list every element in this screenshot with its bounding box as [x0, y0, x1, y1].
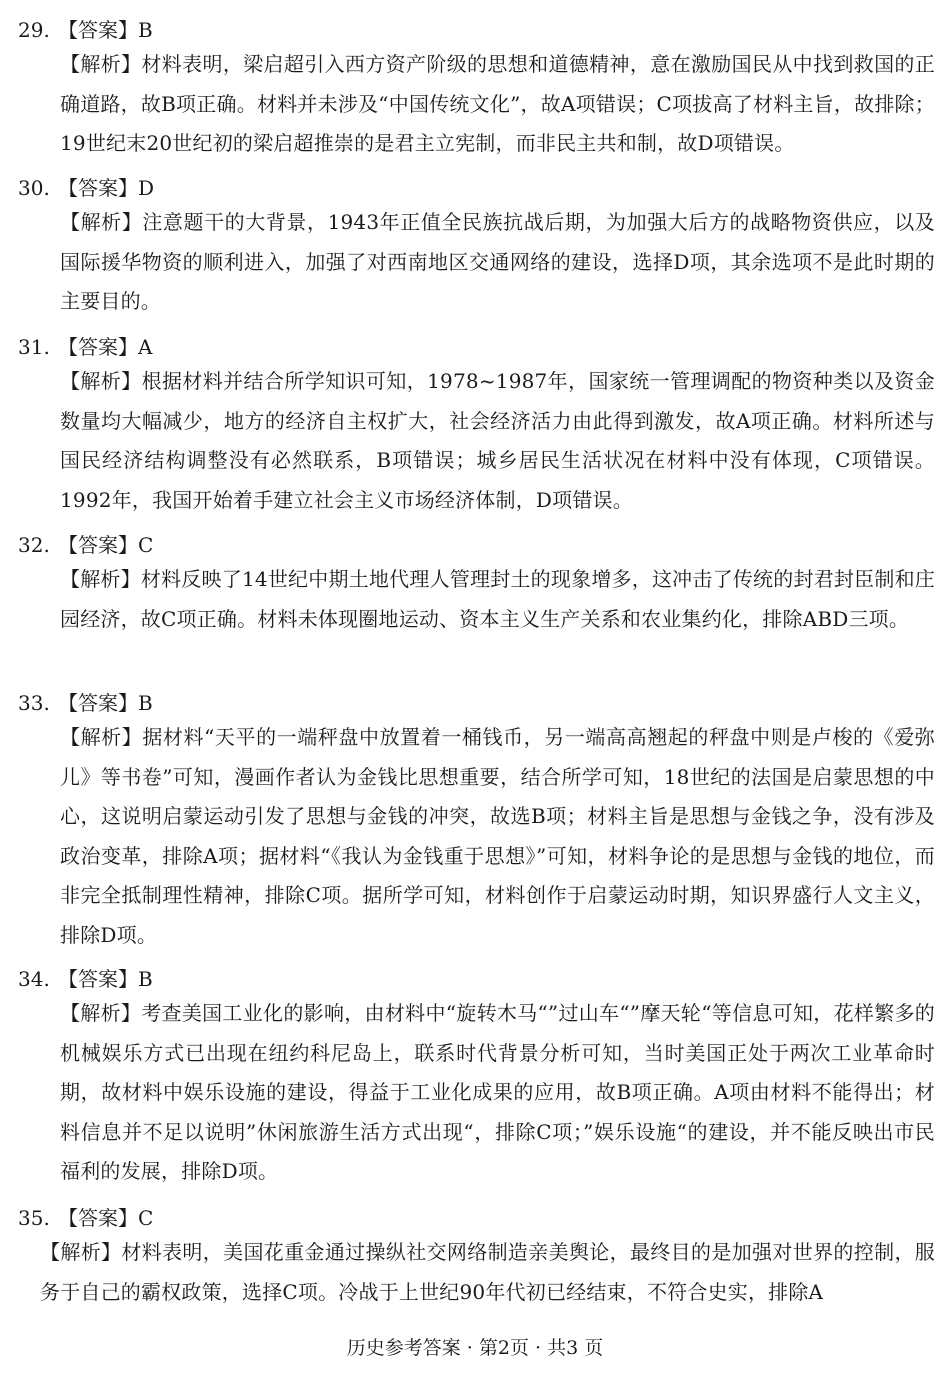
answer-label: 【答案】A: [58, 335, 153, 359]
question-number: 34.: [18, 967, 50, 991]
answer-label: 【答案】C: [58, 533, 154, 557]
answer-line: [18, 173, 938, 203]
question-29: [18, 15, 938, 164]
question-number: 32.: [18, 533, 50, 557]
answer-line: [18, 530, 938, 560]
question-32: [18, 530, 938, 639]
explanation-text: 【解析】注意题干的大背景，1943年正值全民族抗战后期，为加强大后方的战略物资供应，以及国际援华物资的顺利进入，加强了对西南地区交通网络的建设，选择D项，其余选项不是此时期的主要目的。: [60, 210, 935, 313]
answer-label: 【答案】D: [58, 176, 155, 200]
answer-line: [18, 688, 938, 718]
question-number: 30.: [18, 176, 50, 200]
answer-line: [18, 15, 938, 45]
explanation-text: 【解析】材料表明，梁启超引入西方资产阶级的思想和道德精神，意在激励国民从中找到救国的正确道路，故B项正确。材料并未涉及“中国传统文化”，故A项错误；C项拔高了材料主旨，故排除；19世纪末20世纪初的梁启超推崇的是君主立宪制，而非民主共和制，故D项错误。: [60, 52, 935, 155]
explanation-text: 【解析】根据材料并结合所学知识可知，1978~1987年，国家统一管理调配的物资种类以及资金数量均大幅减少，地方的经济自主权扩大，社会经济活力由此得到激发，故A项正确。材料所述与国民经济结构调整没有必然联系，B项错误；城乡居民生活状况在材料中没有体现，C项错误。1992年，我国开始着手建立社会主义市场经济体制，D项错误。: [60, 369, 935, 512]
answer-line: [18, 964, 938, 994]
question-number: 29.: [18, 18, 50, 42]
question-31: [18, 332, 938, 520]
answer-line: [18, 1203, 938, 1233]
explanation-text: 【解析】材料表明，美国花重金通过操纵社交网络制造亲美舆论，最终目的是加强对世界的控制，服务于自己的霸权政策，选择C项。冷战于上世纪90年代初已经结束，不符合史实，排除A: [40, 1240, 935, 1304]
question-number: 33.: [18, 691, 50, 715]
question-33: [18, 688, 938, 955]
page-footer: 历史参考答案 · 第2页 · 共3 页: [346, 1337, 604, 1359]
question-34: [18, 964, 938, 1192]
answer-label: 【答案】B: [58, 967, 153, 991]
question-number: 31.: [18, 335, 50, 359]
answer-line: [18, 332, 938, 362]
question-30: [18, 173, 938, 322]
explanation-text: 【解析】材料反映了14世纪中期土地代理人管理封土的现象增多，这冲击了传统的封君封臣制和庄园经济，故C项正确。材料未体现圈地运动、资本主义生产关系和农业集约化，排除ABD三项。: [60, 567, 935, 631]
explanation-text: 【解析】考查美国工业化的影响，由材料中“旋转木马“”过山车“”摩天轮“等信息可知，花样繁多的机械娱乐方式已出现在纽约科尼岛上，联系时代背景分析可知，当时美国正处于两次工业革命时期，故材料中娱乐设施的建设，得益于工业化成果的应用，故B项正确。A项由材料不能得出；材料信息并不足以说明”休闲旅游生活方式出现“，排除C项；”娱乐设施“的建设，并不能反映出市民福利的发展，排除D项。: [60, 1001, 936, 1183]
answer-label: 【答案】B: [58, 18, 153, 42]
answer-label: 【答案】B: [58, 691, 153, 715]
question-number: 35.: [18, 1206, 50, 1230]
answer-label: 【答案】C: [58, 1206, 154, 1230]
explanation-text: 【解析】据材料“天平的一端秤盘中放置着一桶钱币，另一端高高翘起的秤盘中则是卢梭的《爱弥儿》等书卷”可知，漫画作者认为金钱比思想重要，结合所学可知，18世纪的法国是启蒙思想的中心，这说明启蒙运动引发了思想与金钱的冲突，故选B项；材料主旨是思想与金钱之争，没有涉及政治变革，排除A项；据材料“《我认为金钱重于思想》”可知，材料争论的是思想与金钱的地位，而非完全抵制理性精神，排除C项。据所学可知，材料创作于启蒙运动时期，知识界盛行人文主义，排除D项。: [60, 725, 935, 947]
question-35: [18, 1203, 938, 1312]
